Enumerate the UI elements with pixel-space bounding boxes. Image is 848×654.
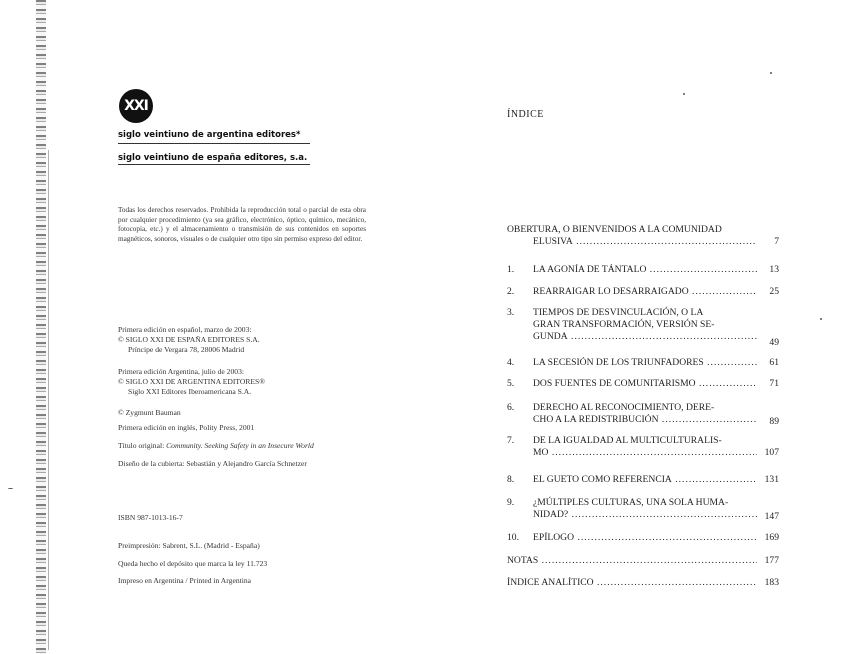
edition-spain-copyright: © SIGLO XXI DE ESPAÑA EDITORES S.A.: [118, 335, 260, 344]
edition-argentina: [118, 367, 265, 397]
toc-entry-title: LA SECESIÓN DE LOS TRIUNFADORES .....: [533, 357, 757, 369]
original-title: [118, 441, 314, 450]
scan-speck: [770, 72, 772, 74]
toc-entry-number: 8.: [507, 474, 515, 485]
toc-entry-title: ÍNDICE ANALÍTICO .....: [507, 577, 757, 589]
toc-entry-page: 61: [769, 357, 779, 368]
cover-design: Diseño de la cubierta: Sebastián y Alejandro García Schnetzer: [118, 459, 307, 468]
toc-entry-title: TIEMPOS DE DESVINCULACIÓN, O LA GRAN TRANSFORMACIÓN, VERSIÓN SE- GUNDA .....: [533, 307, 757, 343]
first-english-edition: Primera edición en inglés, Polity Press, 2001: [118, 423, 255, 432]
original-title-value: Community. Seeking Safety in an Insecure World: [166, 441, 314, 450]
edition-argentina-date: Primera edición Argentina, julio de 2003:: [118, 367, 244, 376]
toc-entry-number: 4.: [507, 357, 515, 368]
toc-entry-title: DERECHO AL RECONOCIMIENTO, DERE- CHO A LA REDISTRIBUCIÓN .....: [533, 402, 757, 426]
edition-argentina-copyright: © SIGLO XXI DE ARGENTINA EDITORES®: [118, 377, 266, 386]
toc-entry-title: ¿MÚLTIPLES CULTURAS, UNA SOLA HUMA- NIDAD? .....: [533, 497, 757, 521]
publisher-line-spain: siglo veintiuno de españa editores, s.a.: [118, 153, 308, 163]
toc-entry-title: DE LA IGUALDAD AL MULTICULTURALIS- MO .....: [533, 435, 757, 459]
divider: [118, 164, 310, 165]
toc-entry-title: DOS FUENTES DE COMUNITARISMO .....: [533, 378, 757, 390]
original-title-label: Título original:: [118, 441, 165, 450]
toc-entry-number: 3.: [507, 307, 515, 318]
toc-entry-number: 5.: [507, 378, 515, 389]
toc-entry-number: 2.: [507, 286, 515, 297]
publisher-logo: XXI: [119, 89, 153, 123]
index-title: ÍNDICE: [507, 109, 544, 120]
toc-entry-title: OBERTURA, O BIENVENIDOS A LA COMUNIDAD ELUSIVA .....: [507, 224, 757, 248]
toc-entry-page: 7: [774, 236, 779, 247]
toc-entry-title: LA AGONÍA DE TÁNTALO .....: [533, 264, 757, 276]
toc-entry-page: 89: [769, 416, 779, 427]
toc-entry-number: 6.: [507, 402, 515, 413]
printed-in: Impreso en Argentina / Printed in Argentina: [118, 576, 252, 585]
book-binding-shadow: [36, 0, 46, 654]
legal-deposit: Queda hecho el depósito que marca la ley 11.723: [118, 559, 268, 568]
toc-entry-number: 9.: [507, 497, 515, 508]
toc-entry-page: 107: [764, 447, 779, 458]
toc-entry-page: 25: [769, 286, 779, 297]
toc-entry-number: 1.: [507, 264, 515, 275]
edition-spain-address: Príncipe de Vergara 78, 28006 Madrid: [128, 345, 245, 354]
toc-entry-page: 169: [764, 532, 779, 543]
toc-entry-title: REARRAIGAR LO DESARRAIGADO .....: [533, 286, 757, 298]
copyright-author: © Zygmunt Bauman: [118, 408, 181, 417]
toc-entry-page: 183: [764, 577, 779, 588]
edition-spain: [118, 325, 260, 355]
toc-entry-title: NOTAS .....: [507, 555, 757, 567]
prepress: Preimpresión: Sabrent, S.L. (Madrid - España): [118, 541, 260, 550]
divider: [118, 143, 310, 144]
publisher-line-argentina: siglo veintiuno de argentina editores*: [118, 130, 301, 140]
edition-spain-date: Primera edición en español, marzo de 2003:: [118, 325, 252, 334]
scan-speck: [8, 488, 13, 489]
toc-entry-title: EL GUETO COMO REFERENCIA .....: [533, 474, 757, 486]
rights-notice: Todas los derechos reservados. Prohibida la reproducción total o parcial de esta obra por cualquier procedimiento (ya sea gráfico, electrónico, óptico, químico, mecánico, fotocopia, etc.) y el almacenamiento o transmisión de sus contenidos en soportes magnéticos, sonoros, visuales o de cualquier otro tipo sin permiso expreso del editor.: [118, 206, 366, 243]
scan-speck: [820, 318, 822, 320]
toc-entry-page: 131: [764, 474, 779, 485]
toc-entry-page: 13: [769, 264, 779, 275]
toc-entry-title: EPÍLOGO .....: [533, 532, 757, 544]
edition-argentina-publisher: Siglo XXI Editores Iberoamericana S.A.: [128, 387, 252, 396]
toc-entry-page: 177: [764, 555, 779, 566]
isbn: ISBN 987-1013-16-7: [118, 513, 183, 522]
toc-entry-page: 71: [769, 378, 779, 389]
toc-entry-page: 49: [769, 337, 779, 348]
toc-entry-page: 147: [764, 511, 779, 522]
scan-speck: [683, 93, 685, 95]
toc-entry-number: 10.: [507, 532, 519, 543]
toc-entry-number: 7.: [507, 435, 515, 446]
page-gutter-line: [48, 150, 49, 650]
